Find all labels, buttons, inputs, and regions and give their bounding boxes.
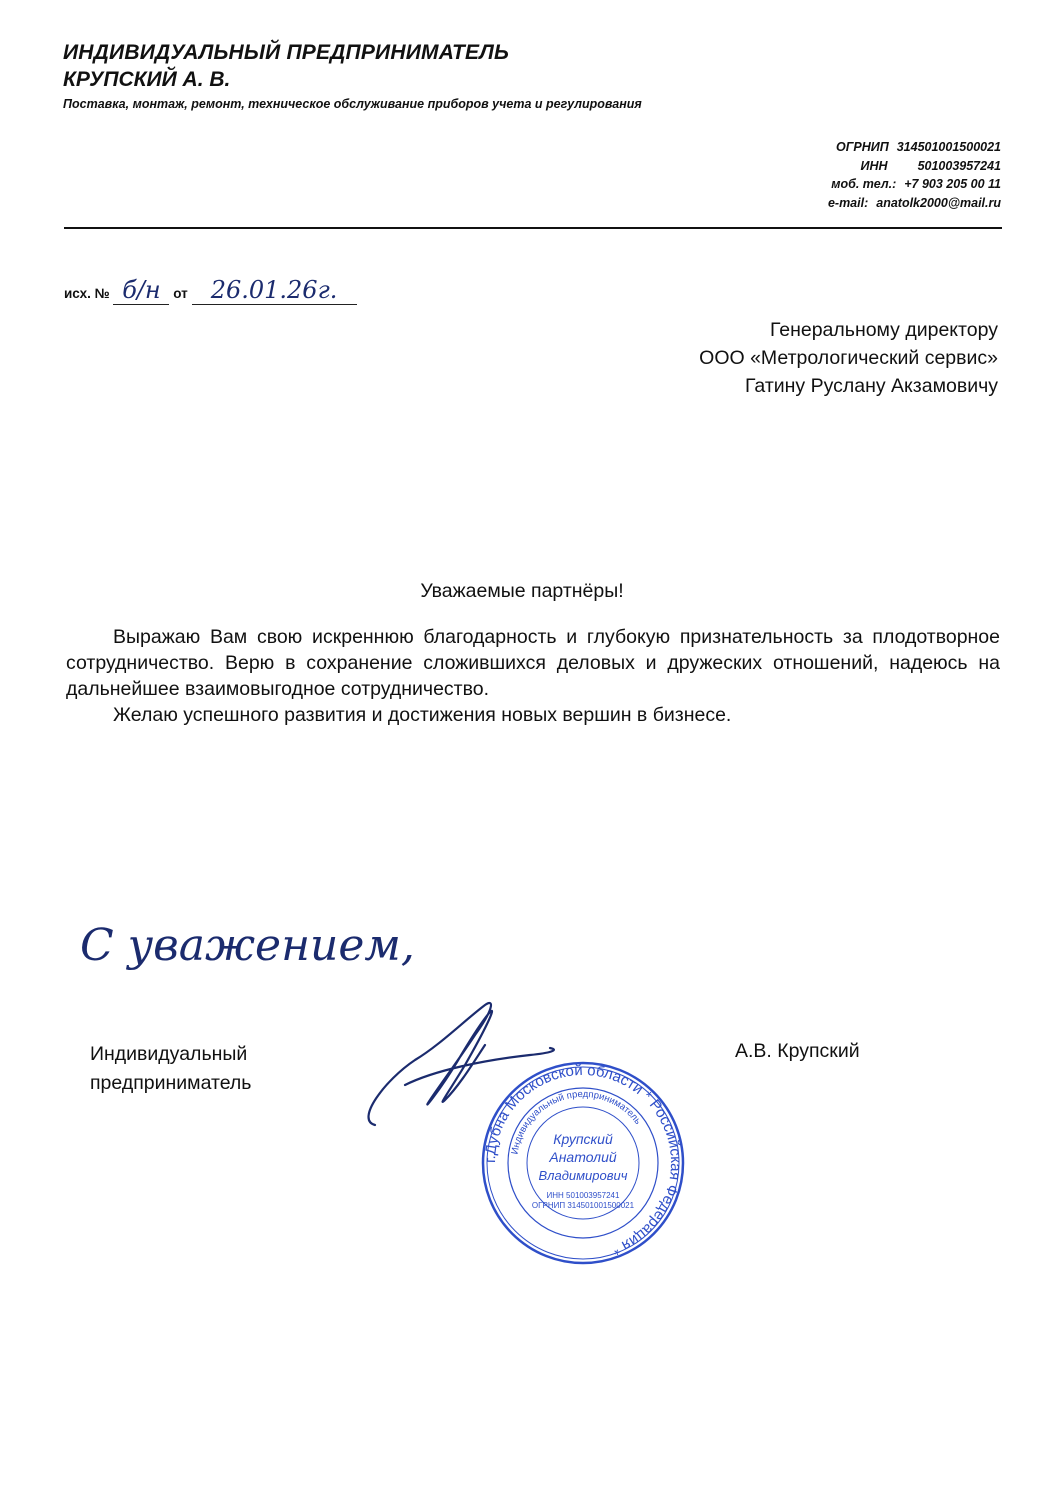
signer-position — [90, 1040, 251, 1098]
handwritten-closing: С уважением, — [80, 920, 415, 971]
letterhead-title: ИНДИВИДУАЛЬНЫЙ ПРЕДПРИНИМАТЕЛЬ — [63, 41, 510, 64]
signer-position-line2: предприниматель — [90, 1072, 252, 1094]
round-stamp — [478, 1058, 688, 1268]
body-paragraph: Желаю успешного развития и достижения новых вершин в бизнесе. — [113, 704, 732, 726]
letter-body — [66, 624, 1000, 728]
requisite-value: +7 903 205 00 11 — [904, 177, 1001, 191]
signer-position-line1: Индивидуальный — [90, 1043, 248, 1065]
requisite-value: anatolk2000@mail.ru — [876, 195, 1001, 210]
letterhead-subtitle: Поставка, монтаж, ремонт, техническое обслуживание приборов учета и регулирования — [63, 97, 642, 111]
letterhead-name: КРУПСКИЙ А. В. — [63, 68, 231, 91]
requisite-phone — [681, 175, 1001, 194]
salutation: Уважаемые партнёры! — [420, 580, 624, 602]
outgoing-number-line — [64, 276, 357, 305]
addressee-block — [699, 316, 998, 400]
requisites-block — [681, 138, 1001, 212]
stamp-center-line2: Анатолий — [549, 1149, 617, 1165]
requisite-label: моб. тел.: — [831, 177, 897, 191]
addressee-company: ООО «Метрологический сервис» — [699, 347, 998, 369]
outgoing-from: от — [173, 286, 188, 301]
requisite-value: 314501001500021 — [896, 140, 1001, 154]
requisite-inn — [681, 157, 1001, 176]
stamp-inn: ИНН 501003957241 — [546, 1191, 620, 1200]
requisite-label: ИНН — [860, 158, 888, 173]
requisite-value: 501003957241 — [917, 158, 1001, 173]
requisite-label: e-mail: — [827, 195, 869, 210]
requisite-email — [681, 194, 1001, 213]
stamp-center-line3: Владимирович — [538, 1168, 628, 1183]
outgoing-date: 26.01.26г. — [192, 276, 357, 305]
addressee-name: Гатину Руслану Акзамовичу — [744, 375, 998, 397]
requisite-label: ОГРНИП — [835, 140, 889, 154]
addressee-position: Генеральному директору — [770, 319, 998, 341]
body-paragraph: Выражаю Вам свою искреннюю благодарность и глубокую признательность за плодотворное сотрудничество. Верю в сохранение сложившихся деловых и дружеских отношений, надеюсь на дальнейшее взаимовыгодное сотрудничество. — [66, 626, 1000, 700]
header-divider — [64, 227, 1002, 229]
stamp-ogrnip: ОГРНИП 314501001500021 — [531, 1201, 635, 1210]
signer-name: А.В. Крупский — [735, 1040, 860, 1062]
stamp-center-line1: Крупский — [553, 1131, 613, 1147]
outgoing-prefix: исх. № — [64, 286, 110, 301]
stamp-inner-ring: Индивидуальный предприниматель — [509, 1088, 644, 1156]
stamp-outer-text: г.Дубна Московской области * Российская Федерация * — [481, 1061, 685, 1259]
outgoing-number: б/н — [113, 276, 169, 305]
requisite-ogrnip — [681, 138, 1001, 157]
